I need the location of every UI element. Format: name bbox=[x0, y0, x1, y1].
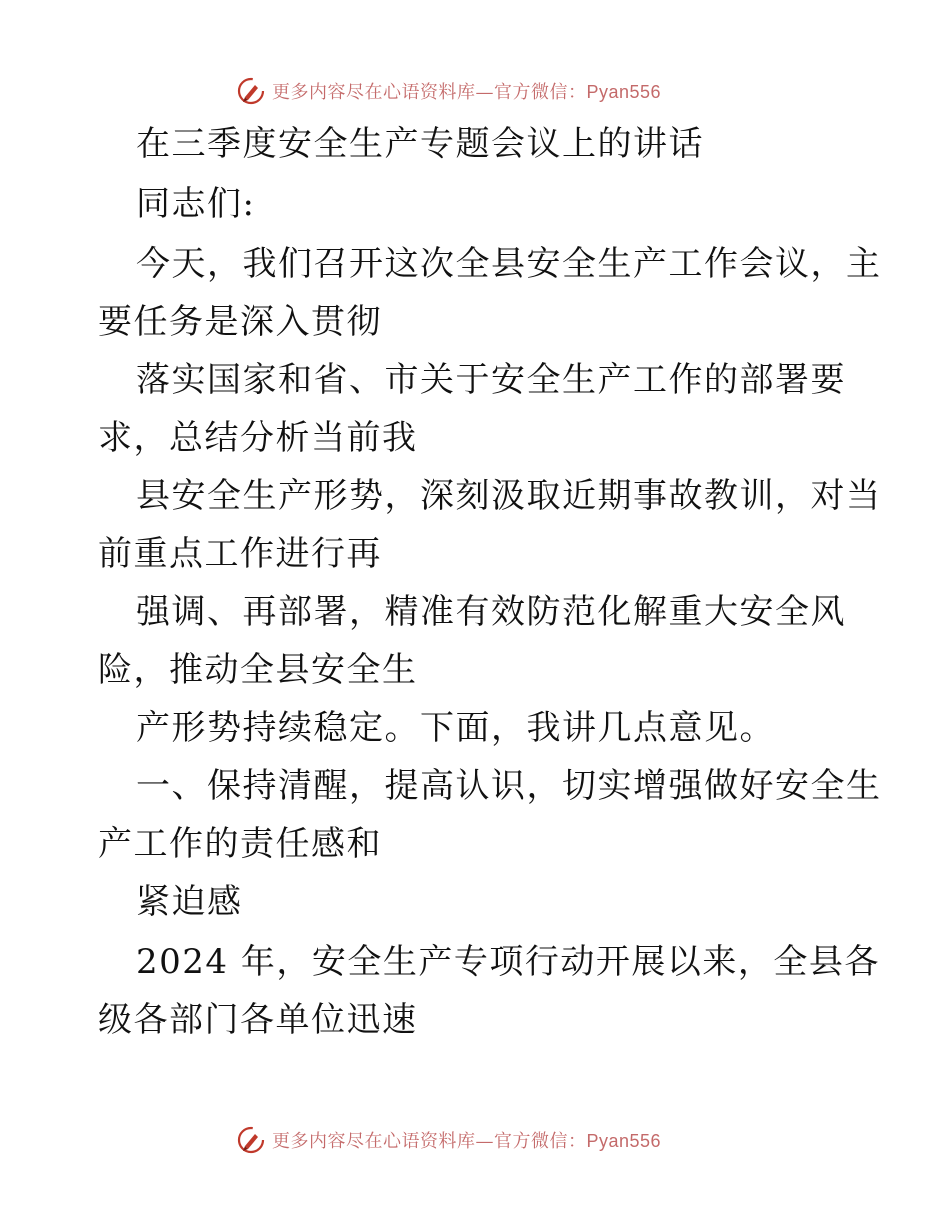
paragraph-line: 强调、再部署，精准有效防范化解重大安全风 bbox=[136, 592, 846, 632]
watermark-text: 更多内容尽在心语资料库—官方微信：Pyan556 bbox=[272, 1131, 662, 1152]
section-heading-line: 产工作的责任感和 bbox=[98, 824, 382, 864]
footer-watermark bbox=[236, 1123, 661, 1157]
paragraph-line: 今天，我们召开这次全县安全生产工作会议，主 bbox=[136, 244, 882, 284]
paragraph-line: 县安全生产形势，深刻汲取近期事故教训，对当 bbox=[136, 476, 882, 516]
paragraph-line: 2024 年，安全生产专项行动开展以来，全县各 bbox=[136, 942, 880, 982]
paragraph-line: 级各部门各单位迅速 bbox=[98, 1000, 418, 1040]
salutation: 同志们: bbox=[136, 184, 256, 224]
paragraph-line: 要任务是深入贯彻 bbox=[98, 302, 382, 342]
watermark-text: 更多内容尽在心语资料库—官方微信：Pyan556 bbox=[272, 82, 662, 103]
header-watermark bbox=[236, 74, 661, 108]
section-heading-line: 紧迫感 bbox=[136, 882, 243, 922]
pen-logo-icon bbox=[236, 76, 266, 106]
paragraph-line: 前重点工作进行再 bbox=[98, 534, 382, 574]
paragraph-line: 险，推动全县安全生 bbox=[98, 650, 418, 690]
document-title: 在三季度安全生产专题会议上的讲话 bbox=[136, 124, 704, 164]
section-heading-line: 一、保持清醒，提高认识，切实增强做好安全生 bbox=[136, 766, 882, 806]
paragraph-line: 产形势持续稳定。下面，我讲几点意见。 bbox=[136, 708, 775, 748]
paragraph-line: 求，总结分析当前我 bbox=[98, 418, 418, 458]
pen-logo-icon bbox=[236, 1125, 266, 1155]
paragraph-line: 落实国家和省、市关于安全生产工作的部署要 bbox=[136, 360, 846, 400]
